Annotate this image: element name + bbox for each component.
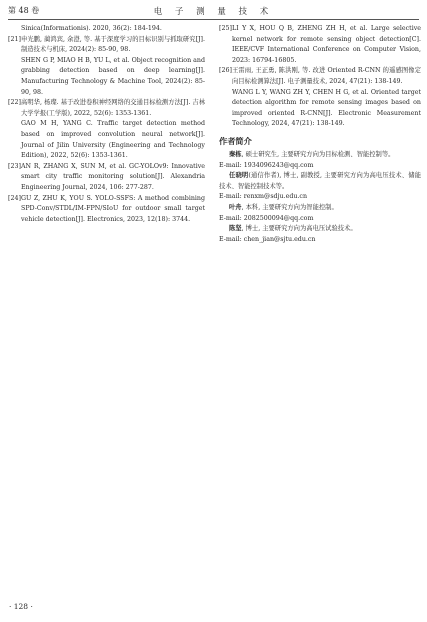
left-column [8,24,205,225]
page-number: · 128 · [9,602,33,611]
reference-text: GU Z, ZHU K, YOU S. YOLO-SSFS: A method combining SPD-Conv/STDL/IM-FPN/SIoU for outdoor small target vehicle detection[J]. Electronics, 2023, 12(18): 3744. [21,194,205,223]
right-column [219,24,421,245]
author-bio: , 硕士研究生, 主要研究方向为目标检测、智能控制等。 [241,150,395,158]
author-email: E-mail: chen_jian@sjtu.edu.cn [219,235,316,243]
reference-entry [8,24,205,35]
reference-entry [219,66,421,87]
author-email: E-mail: 2082500094@qq.com [219,214,314,222]
reference-text: AN R, ZHANG X, SUN M, et al. GC-YOLOv9: Innovative smart city traffic monitoring solution[J]. Alexandria Engineering Journal, 2024, 106: 277-287. [21,162,205,191]
reference-number: [26] [219,67,232,75]
author-bio: , 博士, 主要研究方向为高电压试验技术。 [241,225,357,233]
journal-title: 电 子 测 量 技 术 [153,7,274,17]
author-bio: , 本科, 主要研究方向为智能控制。 [241,203,338,211]
volume-label: 第 48 卷 [8,6,40,15]
reference-number: [23] [8,162,21,170]
reference-number: [22] [8,99,21,107]
reference-text: 王雷雨, 王正勇, 陈洪刚, 等. 改进 Oriented R-CNN 的遥感图像定向目标检测算法[J]. 电子测量技术, 2024, 47(21): 138-149. [232,67,421,85]
reference-text: WANG L Y, WANG ZH Y, CHEN H G, et al. Oriented target detection algorithm for remote sensing images based on improved oriented R-CNN[J]. Electronic Measurement Technology, 2024, 47(21): 138-149. [232,88,421,128]
author-name: 任晓明 [229,172,249,180]
reference-entry [8,56,205,98]
author-email: E-mail: 1934096243@qq.com [219,161,314,169]
reference-text: 高明华, 杨璨. 基于改进卷积神经网络的交通目标检测方法[J]. 吉林大学学报(工学版), 2022, 52(6): 1353-1361. [21,99,205,117]
reference-entry [219,88,421,130]
author-email: E-mail: renxm@sdju.edu.cn [219,193,307,201]
reference-text: Sinica(Informationis). 2020, 36(2): 184-194. [21,25,162,32]
author-section-title: 作者简介 [219,135,252,146]
reference-entry [8,194,205,226]
reference-text: SHEN G P, MIAO H B, YU L, et al. Object recognition and grabbing detection based on deep learning[J]. Manufacturing Technology & Machine Tool, 2024(2): 85-90, 98. [21,56,205,96]
reference-number: [24] [8,194,21,202]
reference-entry [8,119,205,161]
page-header [8,5,419,19]
author-name: 陈坚 [229,225,242,233]
author-entry [219,203,421,224]
reference-number: [21] [8,35,21,43]
author-entry [219,224,421,245]
reference-entry [8,35,205,56]
reference-entry [219,24,421,66]
reference-number: [25] [219,25,232,32]
author-entry [219,171,421,203]
author-entry [219,150,421,171]
author-bio: (通信作者), 博士, 副教授, 主要研究方向为高电压技术、储能技术、智能控制技术等。 [219,172,421,190]
reference-text: 申光鹏, 蔺鸿宾, 余澄, 等. 基于深度学习的目标识别与抓取研究[J]. 制造技术与机床, 2024(2): 85-90, 98. [21,35,205,54]
reference-entry [8,98,205,119]
author-name: 叶舟 [229,203,242,211]
reference-text: LI Y X, HOU Q B, ZHENG ZH H, et al. Large selective kernel network for remote sensing object detection[C]. IEEE/CVF International Conference on Computer Vision, 2023: 16794-16805. [232,25,421,64]
reference-text: GAO M H, YANG C. Traffic target detection method based on improved convolution neural network[J]. Journal of Jilin University (Engineering and Technology Edition), 2022, 52(6): 1353-1361. [21,120,205,160]
reference-entry [8,162,205,194]
header-rule [8,19,419,20]
author-name: 秦栋 [229,150,242,158]
